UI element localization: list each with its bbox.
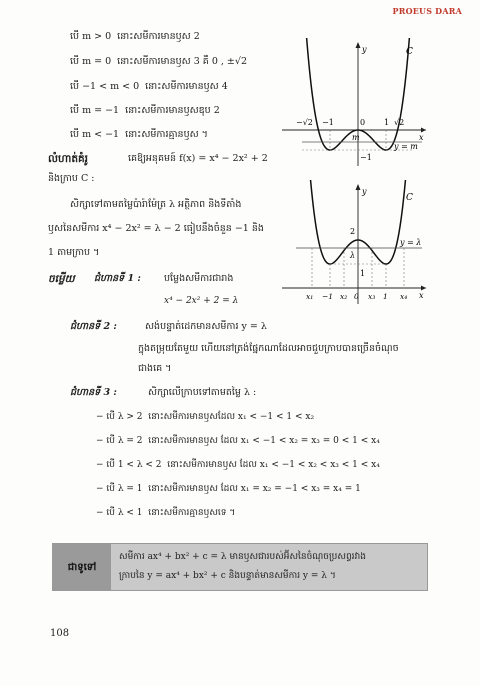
graph-2-label-2: 2 xyxy=(350,227,356,236)
graph-2-label-1: 1 xyxy=(360,269,366,278)
graph-1-label-m: m xyxy=(352,133,360,142)
graph-1-label-1: 1 xyxy=(384,118,390,127)
step3-label: ជំហានទី 3 : xyxy=(70,387,117,398)
case-top-2: បើ m = 0 នោះសមីការមានឫស 3 គឺ 0 , ±√2 xyxy=(70,56,247,67)
note-line-2: ក្រាបនៃ y = ax⁴ + bx² + c និងបន្ទាត់មានសមីការ y = λ ។ xyxy=(119,571,336,581)
case-top-1: បើ m > 0 នោះសមីការមានឫស 2 xyxy=(70,31,200,42)
step1-text: បម្លែងសមីការជារាង xyxy=(164,273,234,284)
graph-1-y-arrow-icon xyxy=(356,42,361,48)
graph-2-label-ylambda: y = λ xyxy=(400,238,422,247)
graph-1-label-C: C xyxy=(406,47,413,57)
graph-2-x-label: 0 xyxy=(354,292,359,301)
graph-2-label-x: x xyxy=(419,291,424,300)
case-bottom-5: − បើ λ < 1 នោះសមីការគ្មានឫសទេ ។ xyxy=(96,508,236,518)
graph-2-x-label: x₂ xyxy=(340,292,348,301)
exercise-task-1: សិក្សាទៅតាមតម្លៃប៉ារ៉ាម៉ែត្រ λ អត្ថិភាព និងទីតាំង xyxy=(70,199,242,210)
case-bottom-4: − បើ λ = 1 នោះសមីការមានឫស ដែល x₁ = x₂ = −1 < x₃ = x₄ = 1 xyxy=(96,484,361,494)
graph-2-x-label: x₃ xyxy=(368,292,376,301)
exercise-task-3: 1 តាមក្រាប ។ xyxy=(48,247,100,258)
graph-1-label-neg1: −1 xyxy=(322,118,334,127)
header-brand: PROEUS DARA xyxy=(392,6,462,16)
page-number: 108 xyxy=(50,628,70,639)
graph-2-x-label: x₄ xyxy=(400,292,408,301)
graph-1-label-min: −1 xyxy=(360,153,372,162)
graph-2-x-arrow-icon xyxy=(421,286,426,291)
answer-label: ចម្លើយ xyxy=(48,273,75,285)
step2-label: ជំហានទី 2 : xyxy=(70,321,117,332)
case-bottom-3: − បើ 1 < λ < 2 នោះសមីការមានឫស ដែល x₁ < −1 < x₂ < x₃ < 1 < x₄ xyxy=(96,460,380,470)
graph-1-x-arrow-icon xyxy=(421,128,426,133)
case-top-3: បើ −1 < m < 0 នោះសមីការមានឫស 4 xyxy=(70,81,228,92)
step2-text: សង់បន្ទាត់ដេកមានសមីការ y = λ xyxy=(145,321,267,332)
graph-2-label-C: C xyxy=(406,193,413,203)
graph-1-label-O: 0 xyxy=(360,118,366,127)
step3-text: សិក្សាលើក្រាបទៅតាមតម្លៃ λ : xyxy=(148,387,257,398)
case-top-5: បើ m < −1 នោះសមីការគ្មានឫស ។ xyxy=(70,129,208,140)
exercise-statement-2: និងក្រាប C : xyxy=(48,173,95,184)
exercise-task-2: ឫសនៃសមីការ x⁴ − 2x² = λ − 2 ធៀបនឹងចំនួន −1 និង xyxy=(48,223,264,234)
case-top-4: បើ m = −1 នោះសមីការមានឫសឌុប 2 xyxy=(70,105,220,116)
note-box xyxy=(52,543,428,591)
graph-2-x-label: −1 xyxy=(322,292,334,301)
graph-2-label-lambda: λ xyxy=(350,251,356,260)
graph-1 xyxy=(282,38,432,168)
graph-2-y-arrow-icon xyxy=(356,184,361,190)
case-bottom-1: − បើ λ > 2 នោះសមីការមានឫសដែល x₁ < −1 < 1 < x₂ xyxy=(96,412,315,422)
case-bottom-2: − បើ λ = 2 នោះសមីការមានឫស ដែល x₁ < −1 < x₂ = x₃ = 0 < 1 < x₄ xyxy=(96,436,380,446)
graph-1-label-x: x xyxy=(419,133,424,142)
exercise-statement: គេឱ្យអនុគមន៍ f(x) = x⁴ − 2x² + 2 xyxy=(128,153,268,164)
note-line-1: សមីការ ax⁴ + bx² + c = λ មានឫសជារបស់អ៊ីសនៃចំណុចប្រសព្វរវាង xyxy=(119,552,366,562)
step1-equation: x⁴ − 2x² + 2 = λ xyxy=(164,296,239,306)
graph-2-x-label: x₁ xyxy=(306,292,314,301)
step1-label: ជំហានទី 1 : xyxy=(94,273,141,284)
graph-1-label-sqrt2: √2 xyxy=(394,118,405,127)
graph-2-x-label: 1 xyxy=(383,292,388,301)
step2-line-3: ជាងគេ ។ xyxy=(138,363,172,374)
graph-1-label-neg-sqrt2: −√2 xyxy=(296,118,313,127)
graph-2-label-y: y xyxy=(362,187,367,196)
step2-line-2: ក្នុងតម្រុយតែមួយ ហើយនៅត្រង់ផ្នែកណាដែលអាចជួបក្រាបបានច្រើនចំណុច xyxy=(138,343,399,354)
note-label: ជាទូទៅ xyxy=(53,544,111,590)
graph-2 xyxy=(282,180,432,308)
exercise-label: លំហាត់គំរូ xyxy=(48,153,88,165)
graph-2-x-labels xyxy=(306,292,407,301)
graph-1-label-ym: y = m xyxy=(394,142,418,151)
graph-1-label-y: y xyxy=(362,45,367,54)
